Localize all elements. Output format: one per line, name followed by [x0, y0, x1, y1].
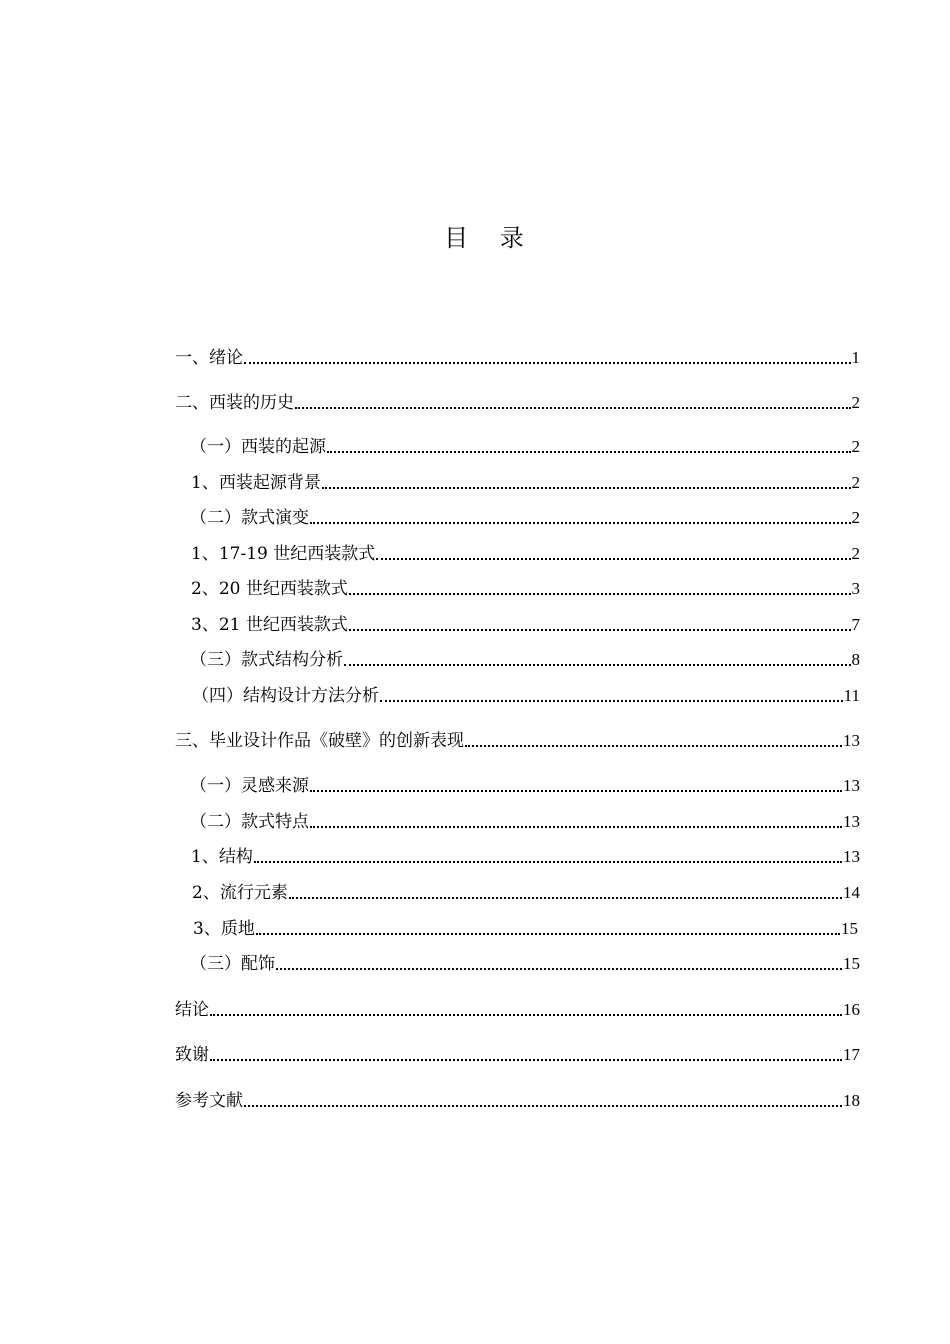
- toc-entry-label: 结论: [175, 1000, 209, 1020]
- dot-leader: [289, 897, 842, 899]
- toc-entry-label: 3、21 世纪西装款式: [191, 615, 348, 635]
- dot-leader: [210, 1059, 842, 1061]
- toc-entry[interactable]: [191, 845, 860, 869]
- toc-entry-page: 11: [843, 686, 860, 705]
- toc-entry[interactable]: [175, 391, 860, 415]
- toc-entry[interactable]: [175, 998, 860, 1022]
- toc-entry-page: 8: [851, 650, 860, 669]
- toc-entry[interactable]: [191, 577, 860, 601]
- dot-leader: [344, 664, 851, 666]
- toc-entry[interactable]: [175, 729, 860, 753]
- toc-entry-page: 1: [851, 348, 860, 367]
- toc-entry-label: （三）配饰: [190, 954, 275, 974]
- toc-entry[interactable]: [191, 542, 860, 566]
- toc-entry[interactable]: [175, 1089, 860, 1113]
- dot-leader: [210, 1014, 842, 1016]
- toc-entry[interactable]: [192, 881, 860, 905]
- toc-entry-page: 16: [843, 1000, 860, 1019]
- toc-entry-page: 3: [851, 579, 860, 598]
- toc-entry[interactable]: [175, 1043, 860, 1067]
- toc-entry-label: 1、17-19 世纪西装款式: [191, 544, 376, 564]
- toc-entry-label: 3、质地: [193, 919, 255, 939]
- toc-entry-label: 一、绪论: [175, 348, 243, 368]
- toc-entry[interactable]: [190, 435, 860, 459]
- toc-entry-page: 15: [841, 919, 858, 938]
- page-title: 目 录: [444, 224, 536, 252]
- toc-entry-label: 参考文献: [175, 1091, 243, 1111]
- toc-entry[interactable]: [190, 648, 860, 672]
- toc-entry[interactable]: [190, 810, 860, 834]
- dot-leader: [295, 407, 851, 409]
- toc-entry-page: 2: [851, 473, 860, 492]
- toc-entry-page: 13: [843, 776, 860, 795]
- toc-entry[interactable]: [191, 613, 860, 637]
- dot-leader: [310, 522, 851, 524]
- dot-leader: [380, 700, 843, 702]
- toc-entry[interactable]: [192, 684, 860, 708]
- dot-leader: [349, 629, 851, 631]
- toc-entry-page: 18: [843, 1091, 860, 1110]
- dot-leader: [254, 861, 842, 863]
- dot-leader: [310, 826, 842, 828]
- toc-entry-page: 15: [843, 954, 860, 973]
- toc-entry-label: （三）款式结构分析: [190, 650, 343, 670]
- dot-leader: [465, 745, 842, 747]
- toc-entry-page: 2: [851, 544, 860, 563]
- toc-entry-page: 14: [843, 883, 860, 902]
- toc-entry-label: （二）款式演变: [190, 508, 309, 528]
- toc-entry-label: （一）西装的起源: [190, 437, 326, 457]
- toc-entry-label: 2、20 世纪西装款式: [191, 579, 348, 599]
- toc-entry-page: 13: [843, 847, 860, 866]
- dot-leader: [244, 362, 851, 364]
- toc-entry-label: 1、西装起源背景: [191, 473, 321, 493]
- toc-entry[interactable]: [193, 917, 858, 941]
- toc-entry[interactable]: [191, 471, 860, 495]
- dot-leader: [349, 593, 851, 595]
- dot-leader: [376, 558, 850, 560]
- toc-entry-label: 2、流行元素: [192, 883, 288, 903]
- dot-leader: [310, 790, 842, 792]
- dot-leader: [327, 451, 851, 453]
- dot-leader: [322, 487, 851, 489]
- toc-entry-label: 1、结构: [191, 847, 253, 867]
- toc-entry-label: （二）款式特点: [190, 812, 309, 832]
- toc-entry-page: 2: [851, 437, 860, 456]
- toc-entry[interactable]: [190, 774, 860, 798]
- toc-entry[interactable]: [175, 346, 860, 370]
- toc-entry-page: 13: [843, 812, 860, 831]
- toc-entry-label: （一）灵感来源: [190, 776, 309, 796]
- toc-entry-page: 2: [851, 393, 860, 412]
- toc-entry-label: （四）结构设计方法分析: [192, 686, 379, 706]
- dot-leader: [244, 1105, 842, 1107]
- toc-entry[interactable]: [190, 506, 860, 530]
- toc-entry-page: 17: [843, 1045, 860, 1064]
- dot-leader: [276, 968, 842, 970]
- toc-entry-label: 致谢: [175, 1045, 209, 1065]
- toc-entry[interactable]: [190, 952, 860, 976]
- toc-entry-page: 2: [851, 508, 860, 527]
- toc-entry-label: 二、西装的历史: [175, 393, 294, 413]
- toc-entry-page: 13: [843, 731, 860, 750]
- toc-entry-page: 7: [851, 615, 860, 634]
- dot-leader: [256, 933, 840, 935]
- toc-entry-label: 三、毕业设计作品《破壁》的创新表现: [175, 731, 464, 751]
